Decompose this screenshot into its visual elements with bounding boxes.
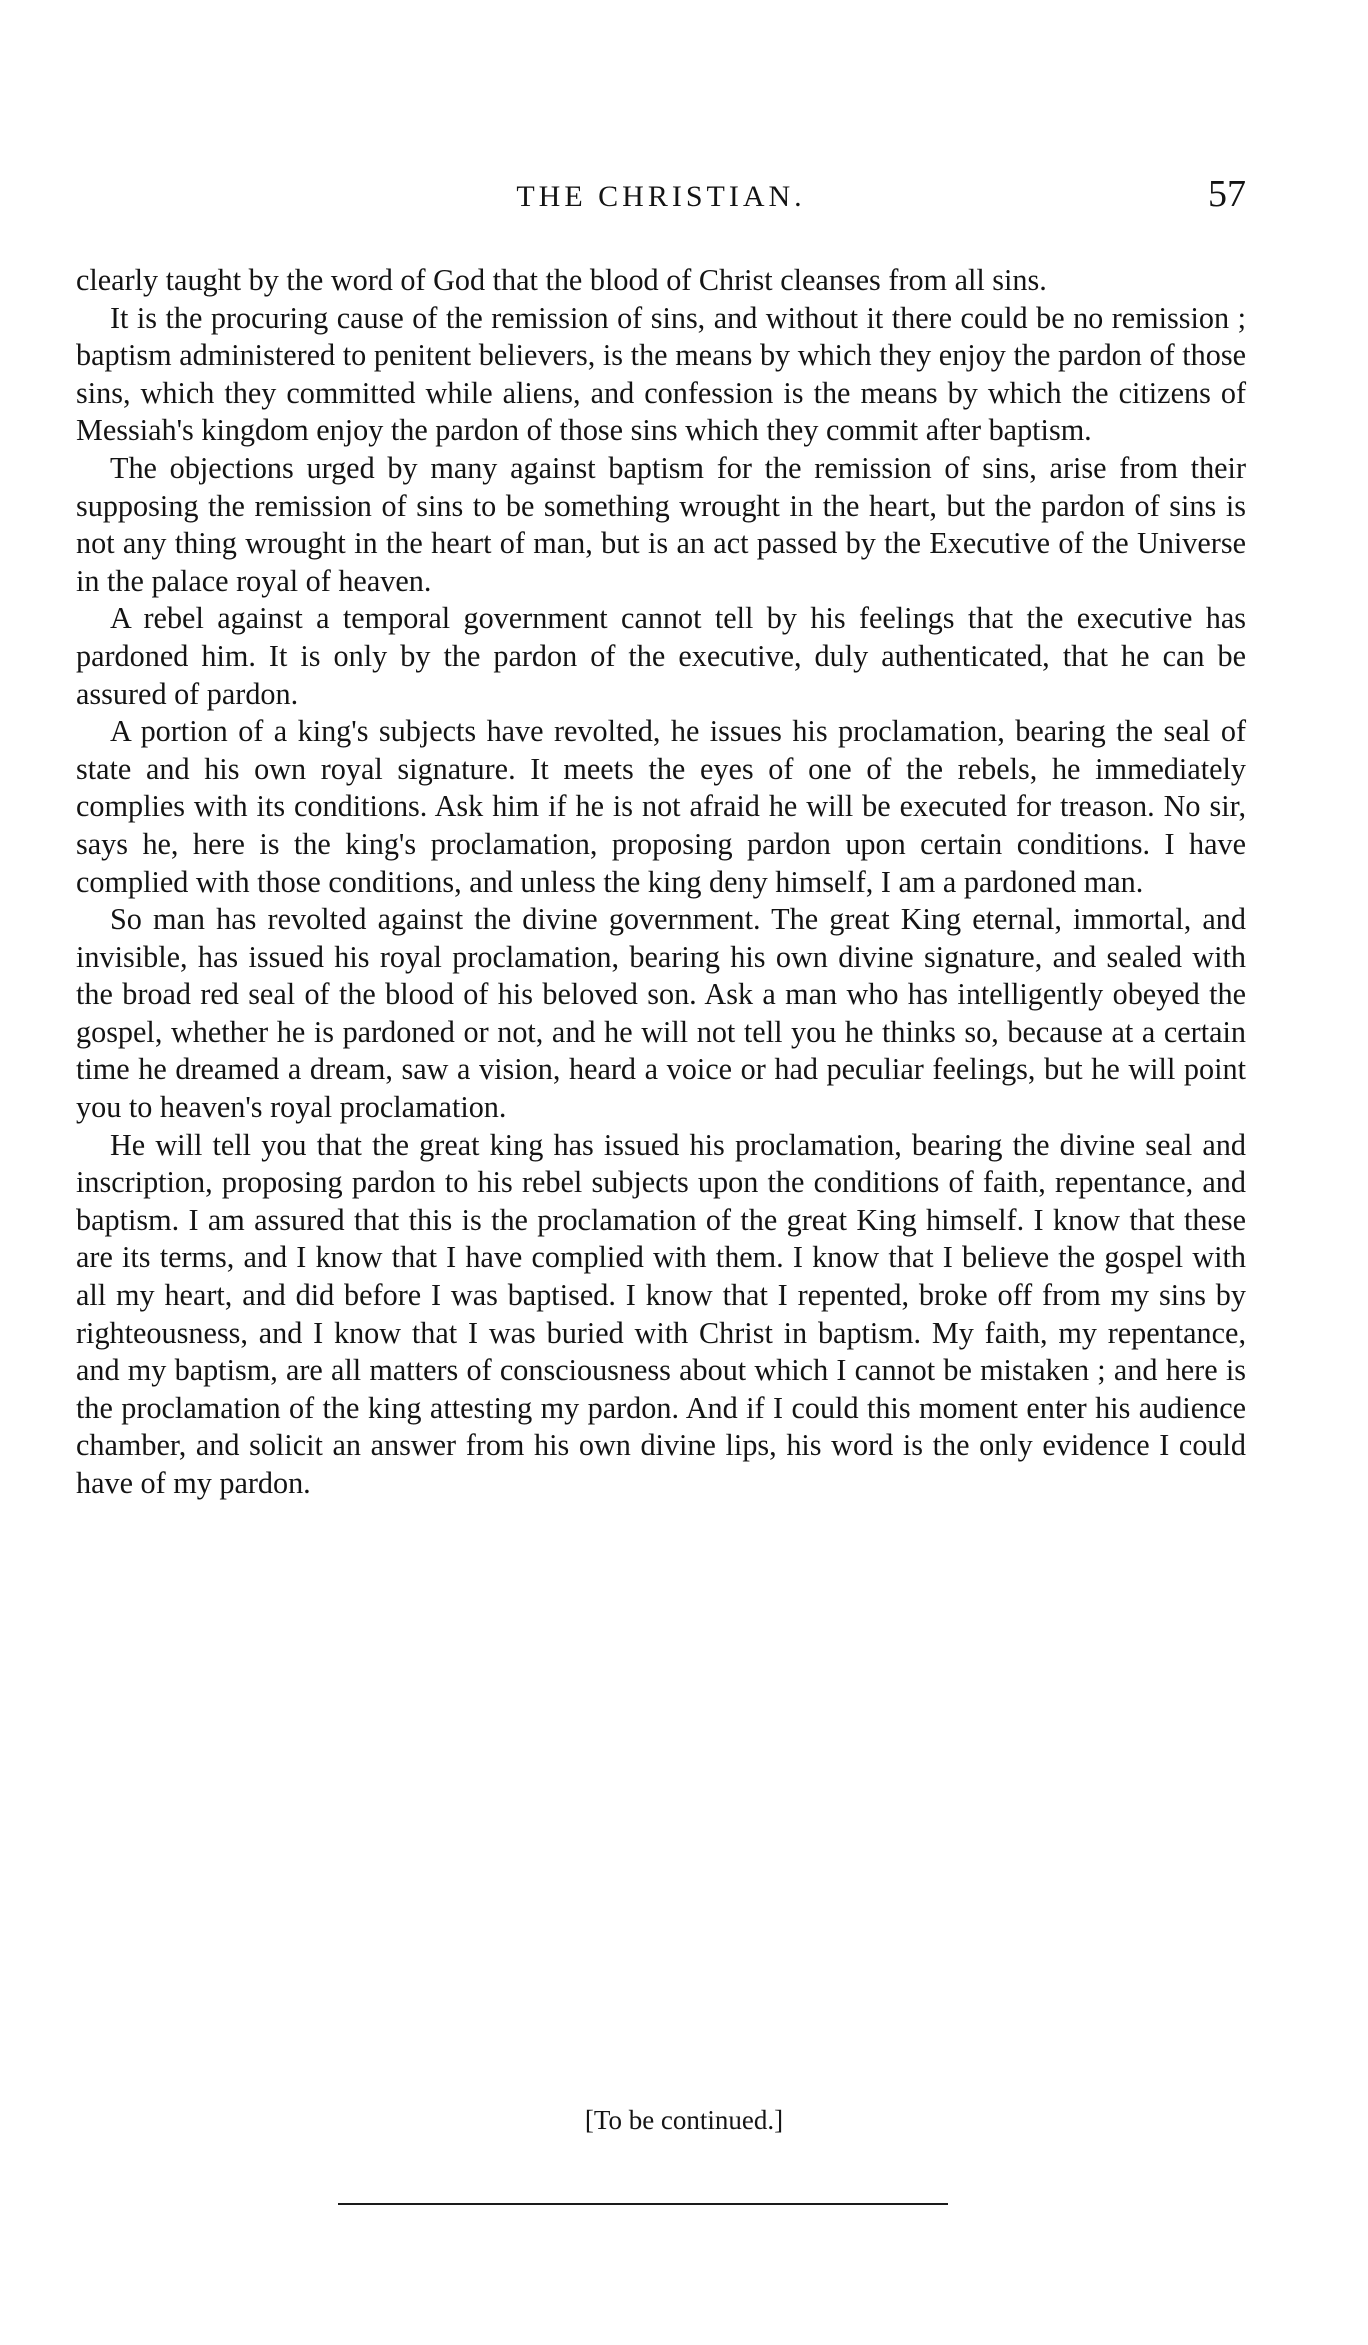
paragraph-continuation: clearly taught by the word of God that the blood of Christ cleanses from all sins. bbox=[76, 263, 1047, 297]
paragraph-procuring-cause: It is the procuring cause of the remission of sins, and without it there could be no remission ; baptism administered to penitent believers, is the means by which they enjoy the pardon of those sins, which they committed while aliens, and confession is the means by which the citizens of Messiah's kingdom enjoy the pardon of those sins which they commit after baptism. bbox=[76, 300, 1246, 448]
end-rule bbox=[338, 2203, 948, 2205]
paragraph-proclamation-terms: He will tell you that the great king has issued his proclamation, bearing the divine seal and inscription, proposing pardon to his rebel subjects upon the conditions of faith, repentance, and baptism. I am assured that this is the proclamation of the great King himself. I know that these are its terms, and I know that I have complied with them. I know that I believe the gospel with all my heart, and did before I was baptised. I know that I repented, broke off from my sins by righteousness, and I know that I was buried with Christ in baptism. My faith, my repentance, and my baptism, are all matters of consciousness about which I cannot be mistaken ; and here is the proclamation of the king attesting my pardon. And if I could this moment enter his audience chamber, and solicit an answer from his own divine lips, his word is the only evidence I could have of my pardon. bbox=[76, 1127, 1246, 1500]
paragraph-rebel-temporal: A rebel against a temporal government cannot tell by his feelings that the executive has pardoned him. It is only by the pardon of the executive, duly authenticated, that he can be assured of pardon. bbox=[76, 601, 1246, 711]
paragraph-kings-subjects: A portion of a king's subjects have revolted, he issues his proclamation, bearing the seal of state and his own royal signature. It meets the eyes of one of the rebels, he immediately complies with its conditions. Ask him if he is not afraid he will be executed for treason. No sir, says he, here is the king's proclamation, proposing pardon upon certain conditions. I have complied with those conditions, and unless the king deny himself, I am a pardoned man. bbox=[76, 714, 1246, 899]
body-text bbox=[76, 262, 1246, 1503]
running-header bbox=[76, 172, 1246, 222]
continued-note: [To be continued.] bbox=[584, 2105, 784, 2135]
running-title: THE CHRISTIAN. bbox=[516, 180, 806, 213]
paragraph-objections: The objections urged by many against baptism for the remission of sins, arise from their supposing the remission of sins to be something wrought in the heart, but the pardon of sins is not any thing wrought in the heart of man, but is an act passed by the Executive of the Universe in the palace royal of heaven. bbox=[76, 450, 1246, 598]
page-number: 57 bbox=[1208, 173, 1246, 215]
paragraph-man-revolted: So man has revolted against the divine government. The great King eternal, immortal, and invisible, has issued his royal proclamation, bearing his own divine signature, and sealed with the broad red seal of the blood of his beloved son. Ask a man who has intelligently obeyed the gospel, whether he is pardoned or not, and he will not tell you he thinks so, because at a certain time he dreamed a dream, saw a vision, heard a voice or had peculiar feelings, but he will point you to heaven's royal proclamation. bbox=[76, 902, 1246, 1125]
